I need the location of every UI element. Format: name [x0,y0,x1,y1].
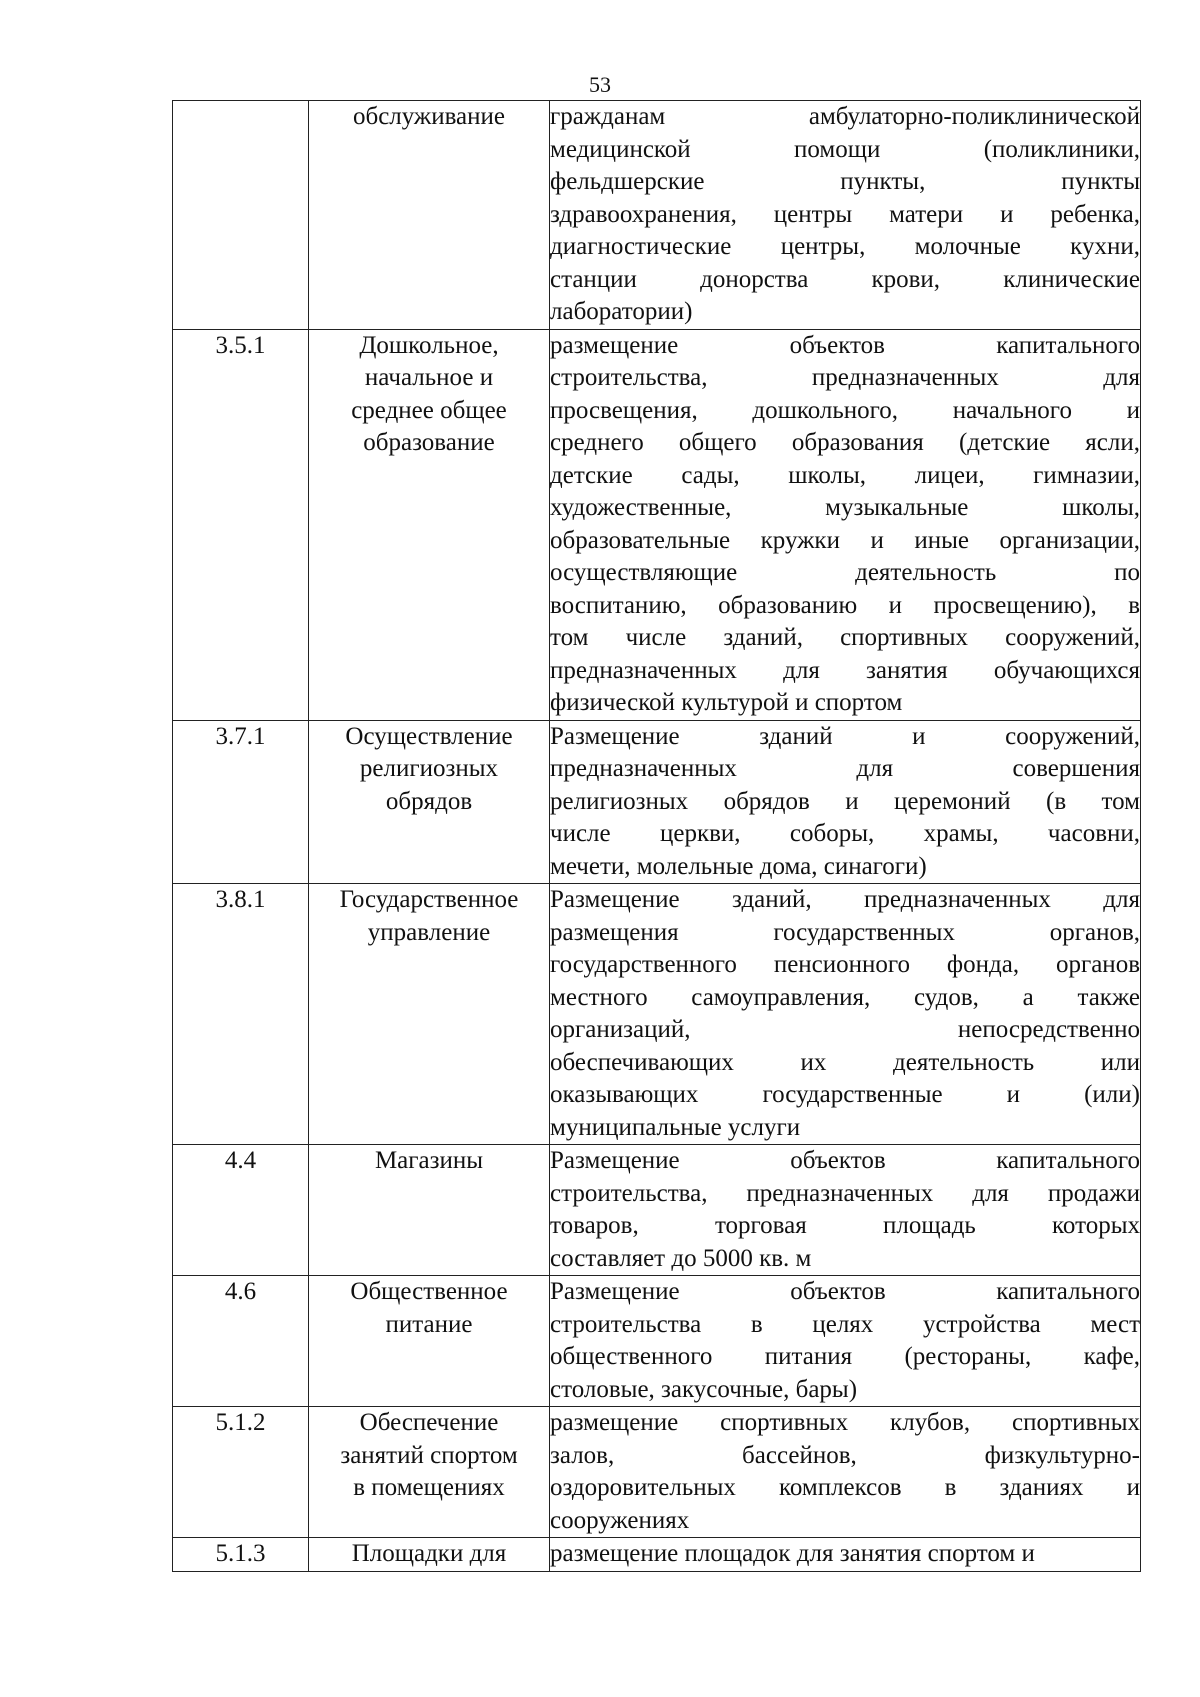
row-description-line: воспитанию, образованию и просвещению), в [550,591,1140,619]
row-code [173,101,309,330]
row-description-line: организаций, непосредственно [550,1016,1140,1043]
table-row [173,1276,1141,1407]
table-row [173,884,1141,1145]
row-description-line: художественные, музыкальные школы, [550,494,1140,521]
row-description-line: оздоровительных комплексов в зданиях и [550,1474,1140,1501]
row-code: 5.1.3 [173,1538,309,1572]
row-description-line: предназначенных для занятия обучающихся [550,656,1140,684]
row-description-line: строительства в целях устройства мест [550,1310,1140,1338]
row-code: 4.6 [173,1276,309,1407]
row-description [550,884,1141,1145]
row-description-line: размещение площадок для занятия спортом и [550,1540,1035,1567]
row-name-line: в помещениях [353,1474,505,1501]
row-code: 5.1.2 [173,1407,309,1538]
row-description-line: местного самоуправления, судов, а также [550,983,1140,1011]
row-description-line: обеспечивающих их деятельность или [550,1048,1140,1076]
row-description-line: Размещение зданий и сооружений, [550,722,1140,750]
row-name-line: Магазины [374,1147,484,1174]
row-description-line: фельдшерские пункты, пункты [550,168,1140,195]
land-use-table [172,100,1141,1572]
row-description-line: медицинской помощи (поликлиники, [550,135,1140,163]
row-description-line: просвещения, дошкольного, начального и [550,396,1140,424]
row-name-line: религиозных [359,755,499,782]
row-description-line: муниципальные услуги [550,1113,801,1141]
row-name-line: среднее общее [351,396,507,424]
row-description-line: общественного питания (рестораны, кафе, [550,1343,1140,1370]
row-name-line: питание [385,1310,473,1338]
row-description-line: Размещение зданий, предназначенных для [550,886,1140,913]
row-name-line: Государственное [339,886,519,913]
row-description [550,1407,1141,1538]
row-description-line: числе церкви, соборы, храмы, часовни, [550,820,1140,847]
row-description-line: том числе зданий, спортивных сооружений, [550,624,1140,651]
row-name-line: занятий спортом [340,1441,518,1469]
row-name [309,1407,550,1538]
row-name-line: Площадки для [351,1540,507,1567]
row-description-line: религиозных обрядов и церемоний (в том [550,787,1140,815]
row-code: 3.7.1 [173,720,309,884]
row-code: 4.4 [173,1145,309,1276]
row-name [309,1145,550,1276]
row-description [550,720,1141,884]
row-description-line: станции донорства крови, клинические [550,265,1140,293]
row-name-line: Общественное [350,1278,508,1305]
table-row [173,1538,1141,1572]
row-description-line: строительства, предназначенных для [550,364,1140,391]
row-description [550,1538,1141,1572]
row-description-line: лаборатории) [550,298,693,325]
row-description-line: образовательные кружки и иные организации, [550,526,1140,554]
table-row [173,1407,1141,1538]
row-name [309,720,550,884]
table-body [173,101,1141,1572]
row-description-line: Размещение объектов капитального [550,1278,1140,1305]
row-description [550,101,1141,330]
row-description-line: Размещение объектов капитального [550,1147,1140,1174]
row-description-line: детские сады, школы, лицеи, гимназии, [550,461,1140,489]
row-name-line: обрядов [385,787,473,815]
row-code: 3.8.1 [173,884,309,1145]
page-number: 53 [589,72,611,97]
row-name-line: образование [363,429,495,456]
row-name [309,1538,550,1572]
row-description-line: государственного пенсионного фонда, органов [550,951,1140,978]
table-row [173,720,1141,884]
row-description-line: товаров, торговая площадь которых [550,1212,1140,1239]
row-description [550,1276,1141,1407]
row-name-line: Осуществление [345,722,513,750]
row-description-line: сооружениях [550,1506,690,1534]
row-description-line: оказывающих государственные и (или) [550,1081,1140,1108]
row-name [309,1276,550,1407]
row-description-line: предназначенных для совершения [550,755,1140,782]
row-name-line: обслуживание [352,103,506,130]
row-description-line: размещения государственных органов, [550,918,1140,946]
row-name [309,329,550,720]
row-description-line: осуществляющие деятельность по [550,559,1140,586]
row-name-line: Дошкольное, [359,331,499,359]
row-description-line: здравоохранения, центры матери и ребенка, [550,200,1140,228]
row-description-line: строительства, предназначенных для продажи [550,1179,1140,1207]
table-row [173,1145,1141,1276]
row-description-line: залов, бассейнов, физкультурно- [550,1441,1140,1469]
row-description-line: размещение объектов капитального [550,331,1140,359]
row-name-line: управление [367,918,491,946]
row-description-line: составляет до 5000 кв. м [550,1244,812,1272]
row-description-line: диагностические центры, молочные кухни, [550,233,1140,260]
row-description [550,1145,1141,1276]
row-description-line: мечети, молельные дома, синагоги) [550,852,927,880]
row-name [309,101,550,330]
row-description [550,329,1141,720]
row-name-line: начальное и [364,364,494,391]
row-description-line: столовые, закусочные, бары) [550,1375,858,1403]
row-description-line: физической культурой и спортом [550,689,903,716]
row-name-line: Обеспечение [359,1409,499,1436]
row-code: 3.5.1 [173,329,309,720]
row-description-line: среднего общего образования (детские ясли, [550,429,1140,456]
row-name [309,884,550,1145]
row-description-line: размещение спортивных клубов, спортивных [550,1409,1140,1436]
table-row [173,101,1141,330]
row-description-line: гражданам амбулаторно-поликлинической [550,103,1140,130]
table-row [173,329,1141,720]
